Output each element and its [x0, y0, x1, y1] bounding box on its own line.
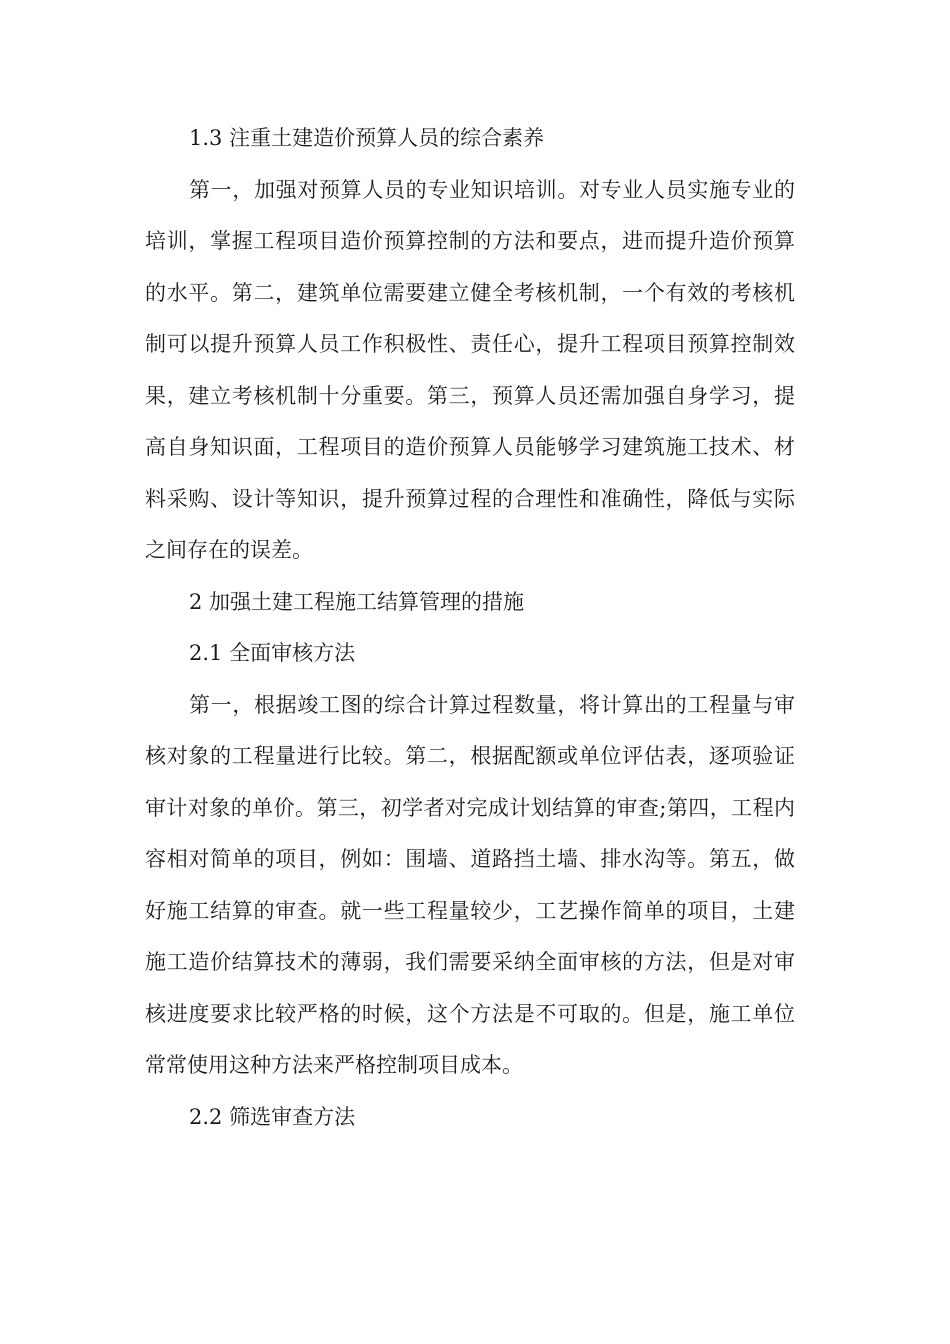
paragraph-2-1-body: 第一，根据竣工图的综合计算过程数量，将计算出的工程量与审核对象的工程量进行比较。第二，根据配额或单位评估表，逐项验证审计对象的单价。第三，初学者对完成计划结算的审查;第四，工程内容相对简单的项目，例如：围墙、道路挡土墙、排水沟等。第五，做好施工结算的审查。就一些工程量较少，工艺操作简单的项目，土建施工造价结算技术的薄弱，我们需要采纳全面审核的方法，但是对审核进度要求比较严格的时候，这个方法是不可取的。但是，施工单位常常使用这种方法来严格控制项目成本。	[145, 692, 795, 1077]
document-body	[145, 113, 795, 1143]
section-heading-2: 2 加强土建工程施工结算管理的措施	[189, 589, 525, 614]
section-heading-2-1: 2.1 全面审核方法	[189, 641, 356, 665]
paragraph-1-3-body: 第一，加强对预算人员的专业知识培训。对专业人员实施专业的培训，掌握工程项目造价预算控制的方法和要点，进而提升造价预算的水平。第二，建筑单位需要建立健全考核机制，一个有效的考核机制可以提升预算人员工作积极性、责任心，提升工程项目预算控制效果，建立考核机制十分重要。第三，预算人员还需加强自身学习，提高自身知识面，工程项目的造价预算人员能够学习建筑施工技术、材料采购、设计等知识，提升预算过程的合理性和准确性，降低与实际之间存在的误差。	[145, 177, 795, 562]
section-heading-2-2: 2.2 筛选审查方法	[189, 1104, 356, 1129]
section-heading-1-3: 1.3 注重土建造价预算人员的综合素养	[189, 126, 545, 150]
